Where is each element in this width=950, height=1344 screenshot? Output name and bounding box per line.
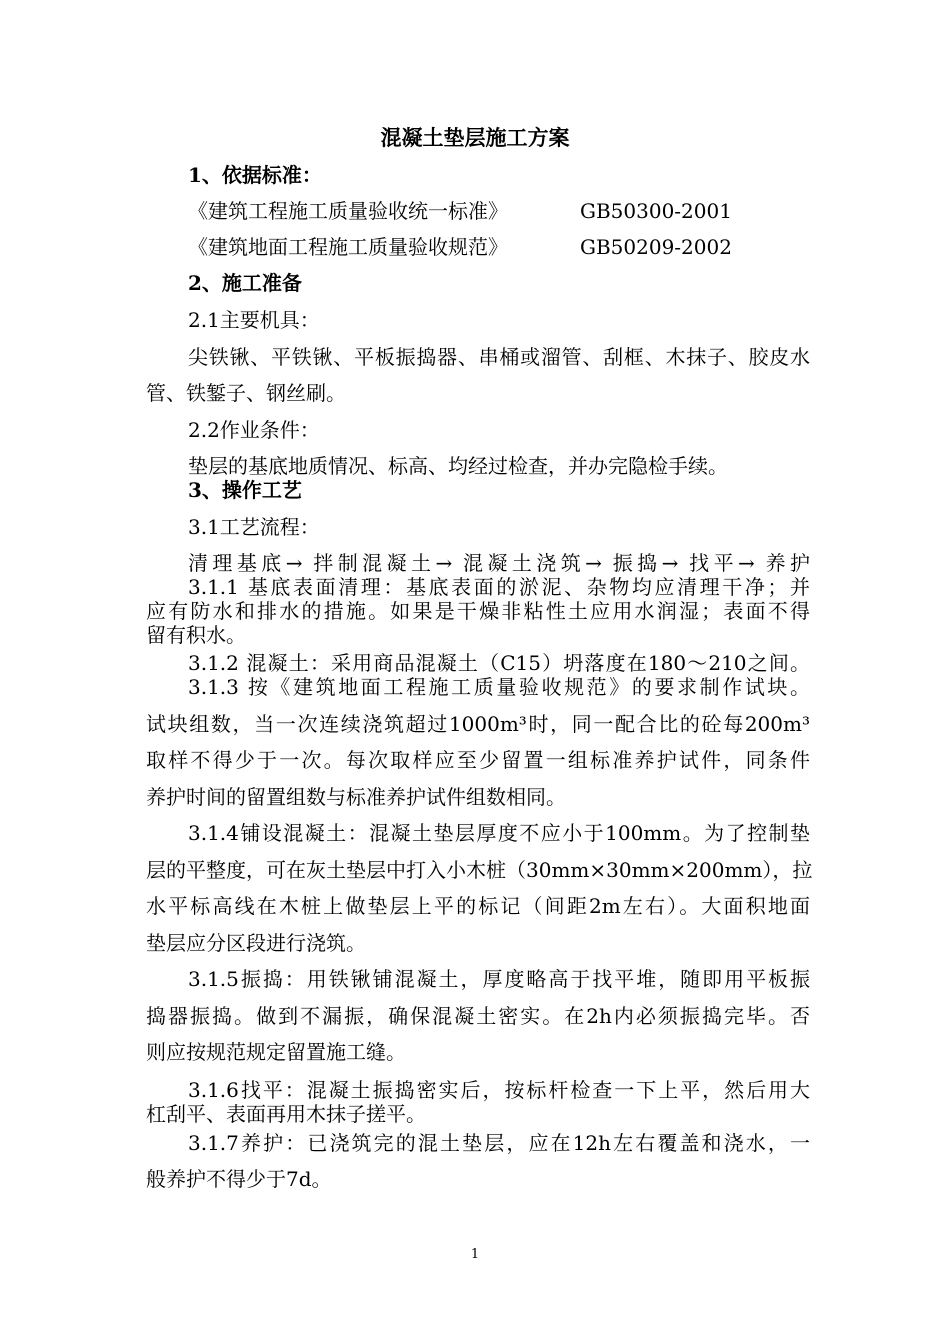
paragraph-line: 3.1.2 混凝土：采用商品混凝土（C15）坍落度在180～210之间。 [188,651,810,675]
subsection-2-1-heading: 2.1主要机具： [188,308,320,332]
subsection-2-2-heading: 2.2作业条件： [188,418,320,442]
standard-name: 《建筑工程施工质量验收统一标准》 [188,199,508,223]
standard-item [188,198,810,224]
paragraph-line: 取样不得少于一次。每次取样应至少留置一组标准养护试件，同条件 [146,748,810,772]
paragraph-line: 管、铁錾子、钢丝刷。 [146,381,346,405]
standard-code: GB50209-2002 [580,235,732,259]
paragraph-line: 留有积水。 [146,623,246,647]
section-2-heading: 2、施工准备 [188,271,302,295]
paragraph-line: 般养护不得少于7d。 [146,1167,332,1191]
paragraph-line: 试块组数，当一次连续浇筑超过1000m³时，同一配合比的砼每200m³ [146,712,810,736]
paragraph-line: 养护时间的留置组数与标准养护试件组数相同。 [146,785,566,809]
paragraph-line: 则应按规范规定留置施工缝。 [146,1040,406,1064]
paragraph-line: 水平标高线在木桩上做垫层上平的标记（间距2m左右）。大面积地面 [146,894,810,918]
paragraph-line: 3.1.1 基底表面清理：基底表面的淤泥、杂物均应清理干净；并 [188,575,810,599]
paragraph-line: 垫层应分区段进行浇筑。 [146,931,366,955]
paragraph-line: 应有防水和排水的措施。如果是干燥非粘性土应用水润湿；表面不得 [146,599,810,623]
paragraph-line: 3.1.4铺设混凝土：混凝土垫层厚度不应小于100mm。为了控制垫 [188,821,810,845]
standard-code: GB50300-2001 [580,199,732,223]
paragraph-line: 杠刮平、表面再用木抹子搓平。 [146,1102,426,1126]
paragraph-line: 尖铁锹、平铁锹、平板振捣器、串桶或溜管、刮框、木抹子、胶皮水 [188,345,810,369]
page-number: 1 [470,1247,480,1262]
section-3-heading: 3、操作工艺 [188,478,302,502]
paragraph-line: 垫层的基底地质情况、标高、均经过检查，并办完隐检手续。 [188,454,728,478]
standard-item [188,234,810,260]
paragraph-line: 3.1.3 按《建筑地面工程施工质量验收规范》的要求制作试块。 [188,675,810,699]
paragraph-line: 3.1.7养护：已浇筑完的混土垫层，应在12h左右覆盖和浇水，一 [188,1131,810,1155]
process-flow: 清理基底→ 拌制混凝土→ 混凝土浇筑→ 振捣→ 找平→ 养护 [188,551,810,575]
standard-name: 《建筑地面工程施工质量验收规范》 [188,235,508,259]
paragraph-line: 3.1.5振捣：用铁锹铺混凝土，厚度略高于找平堆，随即用平板振 [188,967,810,991]
subsection-3-1-heading: 3.1工艺流程： [188,515,320,539]
paragraph-line: 层的平整度，可在灰土垫层中打入小木桩（30mm×30mm×200mm），拉 [146,858,813,882]
paragraph-line: 3.1.6找平：混凝土振捣密实后，按标杆检查一下上平，然后用大 [188,1078,810,1102]
document-title: 混凝土垫层施工方案 [380,125,570,150]
paragraph-line: 捣器振捣。做到不漏振，确保混凝土密实。在2h内必须振捣完毕。否 [146,1004,810,1028]
section-1-heading: 1、依据标准： [188,163,322,187]
